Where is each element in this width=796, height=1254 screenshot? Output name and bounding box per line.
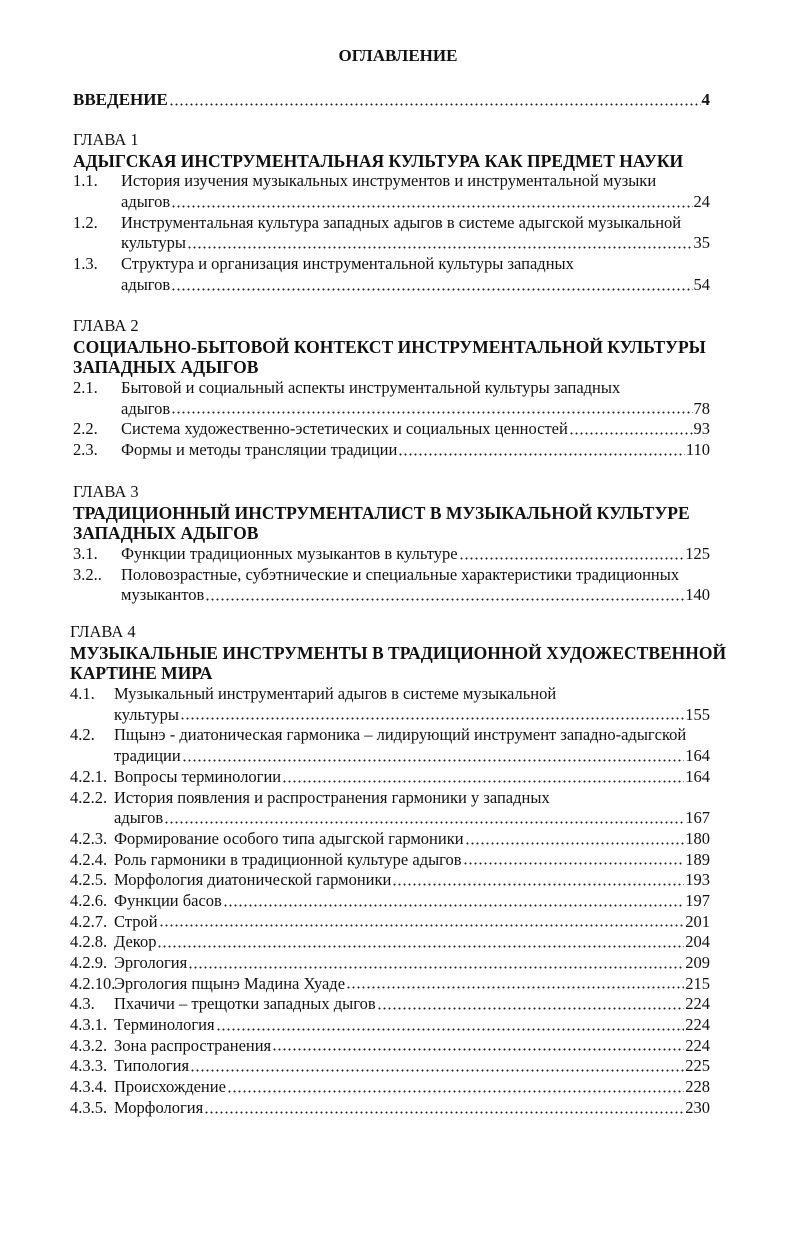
entry-title-continued: культуры [114, 704, 180, 724]
entry-page: 209 [685, 953, 710, 972]
entry-title: Пщынэ - диатоническая гармоника – лидирующий инструмент западно-адыгской [114, 725, 687, 745]
entry-number: 4.3.3. [70, 1056, 108, 1076]
entry-page: 224 [685, 1015, 710, 1035]
chapter-1 [73, 130, 710, 296]
entry-title: Вопросы терминологии [114, 766, 282, 786]
dot-leader [398, 453, 685, 456]
entry-title: Бытовой и социальный аспекты инструментальной культуры западных [121, 378, 621, 398]
entry-number: 4.2.4. [70, 849, 108, 869]
dot-leader [272, 1048, 684, 1051]
entry-number: 4.2.7. [70, 911, 108, 931]
intro-text: ВВЕДЕНИЕ [73, 90, 168, 109]
entry-title: История изучения музыкальных инструментов и инструментальной музыки [121, 171, 657, 191]
entry-number: 4.3.4. [70, 1077, 108, 1097]
dot-leader [216, 1028, 685, 1031]
entry-page: 193 [685, 870, 710, 890]
chapter-label: ГЛАВА 3 [73, 482, 139, 501]
entry-number: 1.3. [73, 254, 98, 274]
chapter-heading: СОЦИАЛЬНО-БЫТОВОЙ КОНТЕКСТ ИНСТРУМЕНТАЛЬНОЙ КУЛЬТУРЫ [73, 336, 706, 357]
chapter-label: ГЛАВА 2 [73, 316, 139, 335]
dot-leader [205, 598, 684, 601]
entry-page: 230 [685, 1097, 710, 1117]
toc-entry[interactable] [70, 1015, 710, 1036]
entry-number: 4.2.10. [70, 973, 116, 993]
entry-number: 2.3. [73, 440, 98, 460]
dot-leader [169, 103, 701, 106]
dot-leader [463, 862, 685, 865]
entry-title-continued: адыгов [121, 192, 171, 212]
entry-title: Зона распространения [114, 1035, 272, 1055]
dot-leader [392, 883, 684, 886]
dot-leader [223, 904, 684, 907]
toc-entry[interactable] [70, 953, 710, 974]
dot-leader [182, 759, 685, 762]
entry-page: 140 [685, 585, 710, 605]
entry-title: Морфология диатонической гармоники [114, 870, 392, 890]
toc-entry[interactable] [73, 378, 710, 419]
chapter-label: ГЛАВА 4 [70, 622, 136, 641]
dot-leader [171, 205, 692, 208]
entry-number: 4.2.1. [70, 766, 108, 786]
toc-entry[interactable] [70, 932, 710, 953]
entry-title: Строй [114, 911, 158, 931]
entry-title: Функции традиционных музыкантов в культуре [121, 544, 458, 564]
entry-title: История появления и распространения гармоники у западных [114, 787, 550, 807]
entry-number: 4.2.2. [70, 787, 108, 807]
toc-entry[interactable] [70, 1098, 710, 1119]
intro-page: 4 [701, 90, 710, 109]
toc-entry[interactable] [73, 213, 710, 254]
toc-entry[interactable] [70, 994, 710, 1015]
entry-page: 215 [685, 973, 710, 993]
entry-title: Формы и методы трансляции традиции [121, 440, 398, 460]
entry-title: Происхождение [114, 1077, 226, 1097]
entry-number: 4.2. [70, 725, 95, 745]
dot-leader [377, 1007, 685, 1010]
entry-page: 164 [685, 746, 710, 766]
entry-page: 110 [685, 440, 710, 460]
entry-page: 155 [685, 704, 710, 724]
dot-leader [204, 1111, 684, 1114]
entry-page: 35 [693, 233, 710, 253]
toc-entry[interactable] [73, 565, 710, 606]
page-title: ОГЛАВЛЕНИЕ [338, 46, 458, 65]
entry-number: 4.2.8. [70, 932, 108, 952]
chapter-2 [73, 316, 710, 461]
toc-entry[interactable] [73, 171, 710, 212]
dot-leader [180, 717, 684, 720]
chapter-heading: КАРТИНЕ МИРА [70, 663, 213, 684]
toc-entry[interactable] [70, 891, 710, 912]
entry-number: 2.2. [73, 419, 98, 439]
entry-page: 125 [685, 544, 710, 564]
entry-page: 201 [685, 911, 710, 931]
chapter-heading: ТРАДИЦИОННЫЙ ИНСТРУМЕНТАЛИСТ В МУЗЫКАЛЬНОЙ КУЛЬТУРЕ [73, 502, 690, 523]
entry-number: 4.3. [70, 994, 95, 1014]
chapter-heading: МУЗЫКАЛЬНЫЕ ИНСТРУМЕНТЫ В ТРАДИЦИОННОЙ ХУДОЖЕСТВЕННОЙ [70, 642, 727, 663]
entry-number: 4.2.6. [70, 890, 108, 910]
dot-leader [569, 432, 693, 435]
entry-title: Эргология [114, 953, 188, 972]
entry-page: 224 [685, 994, 710, 1014]
entry-number: 4.1. [70, 684, 95, 704]
chapter-label: ГЛАВА 1 [73, 130, 139, 149]
entry-title: Декор [114, 932, 157, 952]
chapter-heading: ЗАПАДНЫХ АДЫГОВ [73, 523, 259, 544]
chapter-heading: ЗАПАДНЫХ АДЫГОВ [73, 357, 259, 378]
toc-entry[interactable] [70, 850, 710, 871]
entry-page: 197 [685, 890, 710, 910]
chapter-3 [73, 482, 710, 606]
entry-number: 1.2. [73, 212, 98, 232]
toc-entry[interactable] [70, 788, 710, 829]
chapter-heading: АДЫГСКАЯ ИНСТРУМЕНТАЛЬНАЯ КУЛЬТУРА КАК ПРЕДМЕТ НАУКИ [73, 150, 684, 171]
entry-title: Система художественно-эстетических и социальных ценностей [121, 419, 568, 439]
entry-title: Пхачичи – трещотки западных дыгов [114, 994, 376, 1014]
entry-title-continued: адыгов [121, 398, 171, 418]
entry-number: 4.3.2. [70, 1035, 108, 1055]
entry-title: Морфология [114, 1097, 204, 1117]
entry-number: 4.3.1. [70, 1015, 108, 1035]
toc-entry[interactable] [70, 725, 710, 766]
entry-page: 78 [693, 398, 710, 418]
dot-leader [346, 986, 684, 989]
entry-title-continued: традиции [114, 746, 181, 766]
entry-page: 224 [685, 1035, 710, 1055]
entry-title: Инструментальная культура западных адыгов в системе адыгской музыкальной [121, 212, 682, 232]
entry-page: 54 [693, 274, 710, 294]
toc-entry[interactable] [70, 974, 710, 995]
entry-page: 24 [693, 192, 710, 212]
dot-leader [190, 1069, 684, 1072]
entry-title: Роль гармоники в традиционной культуре адыгов [114, 849, 462, 869]
dot-leader [164, 821, 684, 824]
toc-entry[interactable] [70, 912, 710, 933]
entry-title-continued: адыгов [114, 808, 164, 828]
entry-title-continued: культуры [121, 233, 187, 253]
entry-page: 93 [693, 419, 710, 439]
entry-page: 228 [685, 1077, 710, 1097]
entry-title: Музыкальный инструментарий адыгов в системе музыкальной [114, 684, 557, 704]
dot-leader [187, 246, 692, 249]
entry-title: Терминология [114, 1015, 215, 1035]
entry-title: Структура и организация инструментальной культуры западных [121, 254, 574, 274]
dot-leader [159, 924, 685, 927]
entry-title: Формирование особого типа адыгской гармоники [114, 828, 464, 848]
entry-title: Половозрастные, субэтнические и специальные характеристики традиционных [121, 564, 680, 584]
toc-entry[interactable] [70, 829, 710, 850]
dot-leader [171, 411, 692, 414]
toc-entry[interactable] [70, 684, 710, 725]
entry-page: 164 [685, 766, 710, 786]
toc-entry[interactable] [73, 254, 710, 295]
dot-leader [282, 780, 684, 783]
dot-leader [171, 288, 692, 291]
dot-leader [465, 842, 685, 845]
entry-number: 4.2.3. [70, 828, 108, 848]
toc-entry[interactable] [70, 1036, 710, 1057]
entry-page: 167 [685, 808, 710, 828]
entry-number: 2.1. [73, 378, 98, 398]
entry-title-continued: музыкантов [121, 585, 205, 605]
entry-title-continued: адыгов [121, 274, 171, 294]
entry-number: 4.3.5. [70, 1097, 108, 1117]
dot-leader [157, 945, 684, 948]
toc-entry[interactable] [73, 440, 710, 461]
entry-number: 3.1. [73, 544, 98, 564]
entry-number: 4.2.5. [70, 870, 108, 890]
toc-entry[interactable] [73, 544, 710, 565]
entry-title: Типология [114, 1056, 190, 1076]
entry-page: 189 [685, 849, 710, 869]
entry-number: 1.1. [73, 171, 98, 191]
entry-page: 180 [685, 828, 710, 848]
entry-page: 225 [685, 1056, 710, 1076]
intro-entry[interactable] [73, 90, 710, 111]
toc-entry[interactable] [70, 870, 710, 891]
dot-leader [227, 1090, 684, 1093]
entry-page: 204 [685, 932, 710, 952]
entry-title: Эргология пщынэ Мадина Хуаде [114, 973, 346, 993]
entry-title: Функции басов [114, 890, 222, 910]
chapter-4 [70, 622, 727, 1119]
dot-leader [188, 966, 684, 969]
entry-number: 4.2.9. [70, 953, 108, 972]
toc-entry[interactable] [70, 1056, 710, 1077]
dot-leader [459, 557, 685, 560]
toc-entry[interactable] [70, 1077, 710, 1098]
toc-entry[interactable] [73, 419, 710, 440]
toc-entry[interactable] [70, 767, 710, 788]
entry-number: 3.2.. [73, 564, 102, 584]
